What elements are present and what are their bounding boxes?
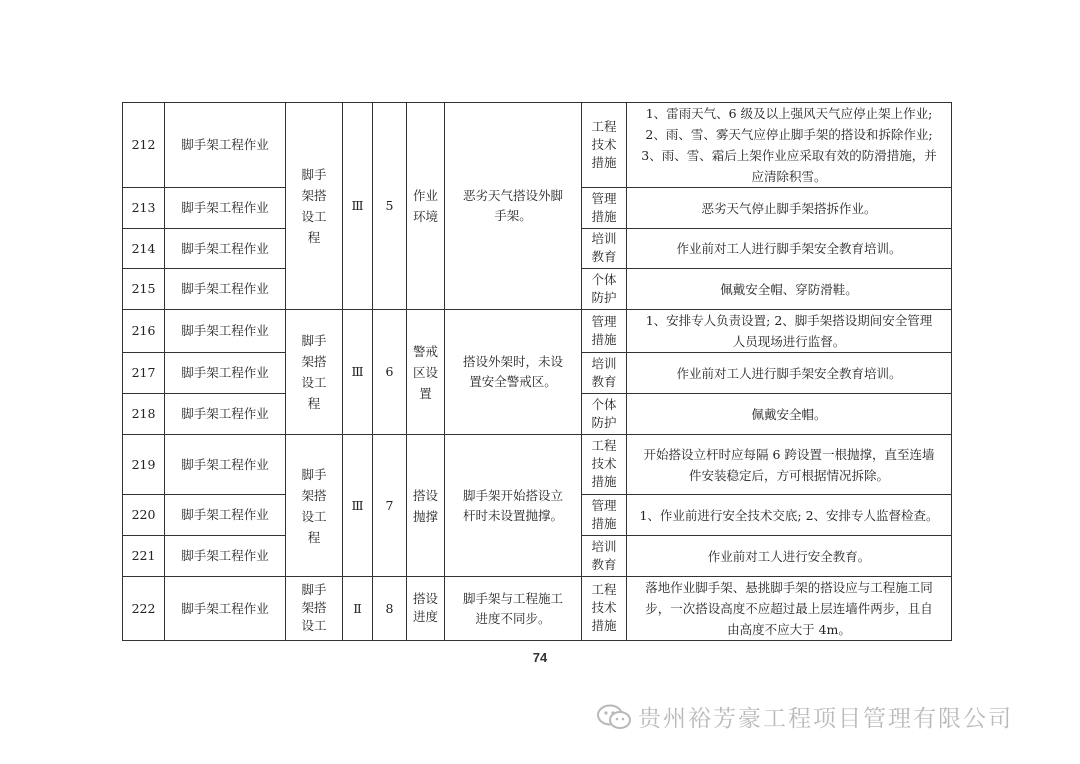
measure-cell <box>627 310 952 353</box>
hazard-cell <box>445 103 582 310</box>
measure-line: 人员现场进行监督。 <box>732 334 846 349</box>
risk-level: Ⅱ <box>343 577 373 641</box>
measure-line: 由高度不应大于 4m。 <box>727 622 851 637</box>
measure-line: 作业前对工人进行脚手架安全教育培训。 <box>676 241 902 256</box>
measure-type-cell <box>582 495 627 536</box>
measure-type-cell <box>582 103 627 188</box>
work-name: 脚手架工程作业 <box>165 495 286 536</box>
table-row <box>123 310 952 353</box>
row-number: 213 <box>123 188 165 229</box>
measure-cell <box>627 435 952 495</box>
table-row <box>123 577 952 641</box>
measure-type-cell <box>582 229 627 269</box>
hazard-cell <box>445 310 582 435</box>
work-name: 脚手架工程作业 <box>165 103 286 188</box>
row-number: 215 <box>123 269 165 310</box>
hazard-text: 脚手架开始搭设立杆时未设置抛撑。 <box>462 487 563 523</box>
measure-type: 管理措施 <box>591 190 617 224</box>
row-number: 222 <box>123 577 165 641</box>
measure-type: 工程技术措施 <box>591 118 617 170</box>
table-row <box>123 103 952 188</box>
activity-text: 脚手架搭设工程 <box>301 167 327 245</box>
measure-line: 2、雨、雪、雾天气应停止脚手架的搭设和拆除作业; <box>645 127 933 142</box>
watermark <box>596 700 1013 733</box>
measure-type-cell <box>582 310 627 353</box>
measure-type-cell <box>582 353 627 394</box>
measure-line: 落地作业脚手架、悬挑脚手架的搭设应与工程施工同 <box>645 580 933 595</box>
work-name: 脚手架工程作业 <box>165 435 286 495</box>
measure-line: 应清除积雪。 <box>751 169 827 184</box>
measure-type-cell <box>582 577 627 641</box>
risk-level: Ⅲ <box>343 310 373 435</box>
measure-type: 个体防护 <box>591 396 617 430</box>
hazard-text: 恶劣天气搭设外脚手架。 <box>462 188 563 223</box>
work-name: 脚手架工程作业 <box>165 310 286 353</box>
row-number: 220 <box>123 495 165 536</box>
measure-line: 作业前对工人进行安全教育。 <box>707 548 871 564</box>
measure-type: 管理措施 <box>591 497 617 531</box>
measure-type: 工程技术措施 <box>591 438 617 489</box>
measure-cell <box>627 536 952 577</box>
measure-cell <box>627 269 952 310</box>
measure-line: 1、雷雨天气、6 级及以上强风天气应停止架上作业; <box>645 106 933 121</box>
row-number: 217 <box>123 353 165 394</box>
measure-type: 个体防护 <box>591 271 617 305</box>
hazard-cell <box>445 435 582 577</box>
measure-type: 工程技术措施 <box>591 582 617 633</box>
category-cell <box>407 435 445 577</box>
work-name: 脚手架工程作业 <box>165 229 286 269</box>
measure-line: 1、安排专人负责设置; 2、脚手架搭设期间安全管理 <box>645 313 933 328</box>
work-name: 脚手架工程作业 <box>165 269 286 310</box>
measure-line: 1、作业前进行安全技术交底; 2、安排专人监督检查。 <box>639 507 939 523</box>
measure-cell <box>627 103 952 188</box>
row-number: 212 <box>123 103 165 188</box>
row-number: 214 <box>123 229 165 269</box>
row-number: 221 <box>123 536 165 577</box>
item-seq: 5 <box>373 103 407 310</box>
measure-cell <box>627 188 952 229</box>
measure-type-cell <box>582 188 627 229</box>
measure-type: 培训教育 <box>591 355 617 389</box>
table-row <box>123 435 952 495</box>
activity-cell <box>286 310 343 435</box>
category-cell <box>407 577 445 641</box>
measure-line: 步，一次搭设高度不应超过最上层连墙件两步，且自 <box>645 601 933 616</box>
measure-line: 件安装稳定后，方可根据情况拆除。 <box>688 467 889 483</box>
measure-cell <box>627 353 952 394</box>
activity-text: 脚手架搭设工程 <box>301 333 327 411</box>
measure-line: 恶劣天气停止脚手架搭拆作业。 <box>701 200 877 216</box>
activity-cell <box>286 435 343 577</box>
measure-line: 佩戴安全帽、穿防滑鞋。 <box>720 281 858 297</box>
row-number: 219 <box>123 435 165 495</box>
measure-type-cell <box>582 269 627 310</box>
measure-type: 管理措施 <box>591 313 617 347</box>
hazard-text: 搭设外架时，未设置安全警戒区。 <box>462 354 563 389</box>
measure-line: 佩戴安全帽。 <box>751 406 827 422</box>
measure-cell <box>627 577 952 641</box>
category-text: 搭设进度 <box>412 591 438 624</box>
work-name: 脚手架工程作业 <box>165 394 286 435</box>
watermark-text: 贵州裕芳豪工程项目管理有限公司 <box>638 706 1013 732</box>
work-name: 脚手架工程作业 <box>165 188 286 229</box>
hazard-text: 脚手架与工程施工进度不同步。 <box>462 590 563 626</box>
item-seq: 6 <box>373 310 407 435</box>
item-seq: 7 <box>373 435 407 577</box>
measure-line: 作业前对工人进行脚手架安全教育培训。 <box>676 365 902 381</box>
activity-text: 脚手架搭设工程 <box>301 466 327 545</box>
measure-type-cell <box>582 536 627 577</box>
measure-type: 培训教育 <box>591 538 617 572</box>
activity-cell <box>286 577 343 641</box>
work-name: 脚手架工程作业 <box>165 536 286 577</box>
activity-cell <box>286 103 343 310</box>
measure-line: 3、雨、雪、霜后上架作业应采取有效的防滑措施，并 <box>641 148 937 163</box>
measure-line: 开始搭设立杆时应每隔 6 跨设置一根抛撑，直至连墙 <box>643 446 935 462</box>
activity-text: 脚手架搭设工 <box>301 582 327 633</box>
measure-cell <box>627 229 952 269</box>
category-text: 作业环境 <box>412 188 438 224</box>
wechat-icon <box>596 703 632 731</box>
item-seq: 8 <box>373 577 407 641</box>
measure-type-cell <box>582 394 627 435</box>
category-text: 搭设抛撑 <box>412 487 438 524</box>
measure-cell <box>627 394 952 435</box>
work-name: 脚手架工程作业 <box>165 353 286 394</box>
row-number: 218 <box>123 394 165 435</box>
category-cell <box>407 310 445 435</box>
hazard-cell <box>445 577 582 641</box>
category-cell <box>407 103 445 310</box>
measure-cell <box>627 495 952 536</box>
measure-type: 培训教育 <box>591 231 617 264</box>
risk-table <box>122 102 952 641</box>
category-text: 警戒区设置 <box>412 343 438 401</box>
row-number: 216 <box>123 310 165 353</box>
risk-level: Ⅲ <box>343 103 373 310</box>
work-name: 脚手架工程作业 <box>165 577 286 641</box>
risk-level: Ⅲ <box>343 435 373 577</box>
page-number: 74 <box>532 650 548 665</box>
measure-type-cell <box>582 435 627 495</box>
